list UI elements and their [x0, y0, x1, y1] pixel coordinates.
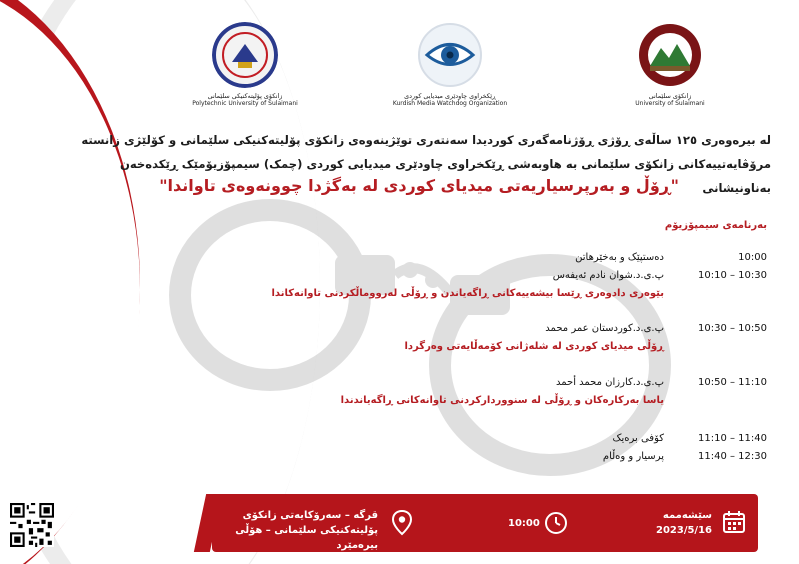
- qr-code-icon: [10, 503, 54, 547]
- university-of-sulaimani-seal-icon: [637, 22, 703, 88]
- footer-place-line-1: قرگە – سەرۆکایەتی زانکۆی: [242, 510, 378, 521]
- logo-polytechnic: [190, 22, 300, 108]
- polytechnic-university-seal-icon: [212, 22, 278, 88]
- logo-right-caption-en: University of Sulaimani: [635, 100, 705, 107]
- schedule-row: [0, 252, 799, 268]
- talk-title: ڕۆڵی میدیای کوردی لە شلەژانی کۆمەڵایەتی وەرگردا: [404, 341, 664, 352]
- intro-line-1: لە بیرەوەری ١٢٥ ساڵەی ڕۆژی ڕۆژنامەگەری کوردیدا سەنتەری توێژینەوەی زانکۆی پۆلیتەکنیکی سلێمانی و کۆلێژی زانستە: [81, 133, 771, 147]
- schedule-time: 10:30 – 10:50: [698, 323, 767, 334]
- schedule-speaker: پ.ی.د.کوردستان عمر محمد: [545, 323, 664, 334]
- talk-title: بێوەری دادوەری ڕێسا بیشەییەکانی ڕاگەیاندن و ڕۆڵی لەرووماڵکردنی تاوانەکاندا: [271, 288, 664, 299]
- talk-title: یاسا بەرکارەکان و ڕۆڵی لە سنووردارکردنی تاوانەکانی ڕاگەیاندندا: [340, 395, 664, 406]
- logo-left-caption-en: Polytechnic University of Sulaimani: [192, 100, 298, 107]
- schedule-speaker: پ.ی.د.کارزان محمد أحمد: [555, 377, 664, 388]
- schedule-row: [0, 433, 799, 449]
- logo-sulaimani: [615, 22, 725, 108]
- logo-watchdog: [385, 22, 515, 108]
- schedule-time: 11:40 – 12:30: [698, 451, 767, 462]
- schedule-desc: کۆفی برەیک: [612, 433, 664, 444]
- schedule-time: 11:10 – 11:40: [698, 433, 767, 444]
- logo-center-caption-ku: ڕێکخراوی چاودێری میدیایی کوردی: [404, 92, 496, 100]
- symposium-title: "ڕۆڵ و بەرپرسیاریەتی میدیای کوردی لە بەگژدا چوونەوەی تاواندا": [159, 176, 679, 195]
- footer-date: 2023/5/16: [655, 525, 712, 536]
- calendar-icon: [722, 510, 746, 534]
- schedule-desc: دەستپێک و بەخێرهاتن: [575, 252, 664, 263]
- schedule-time: 10:50 – 11:10: [698, 377, 767, 388]
- schedule-row: [0, 451, 799, 467]
- eye-watchdog-logo-icon: [417, 22, 483, 88]
- footer-place-line-2: پۆلیتەکنیکی سلێمانی – هۆڵی بیرەمێرد: [235, 525, 378, 551]
- logo-right-caption-ku: زانکۆی سلێمانی: [648, 92, 692, 100]
- program-label: بەرنامەی سیمپۆزیۆم: [664, 220, 767, 231]
- footer-banner: [212, 494, 758, 552]
- schedule-row: [0, 270, 799, 286]
- schedule-time: 10:10 – 10:30: [698, 270, 767, 281]
- map-pin-icon: [390, 509, 414, 537]
- logo-left-caption-ku: زانکۆی پۆلیتەکنیکی سلێمانی: [207, 92, 283, 100]
- footer-day: سێشەممە: [662, 510, 712, 521]
- schedule-time: 10:00: [738, 252, 767, 263]
- schedule-row: [0, 377, 799, 393]
- footer-time: 10:00: [508, 518, 540, 529]
- schedule-speaker: پ.ی.د.شوان نادم ئەیفەس: [552, 270, 664, 281]
- schedule-desc: پرسیار و وەڵام: [602, 451, 664, 462]
- intro-line-2: مرۆڤایەتییەکانی زانکۆی سلێمانی بە هاوبەشی ڕێکخراوی چاودێری میدیایی کوردی (چمک) سیمپۆزیۆمێک ڕێکدەخەن بەناونیشانی: [119, 157, 771, 195]
- clock-icon: [544, 511, 568, 535]
- schedule-row: [0, 323, 799, 339]
- logo-center-caption-en: Kurdish Media Watchdog Organization: [392, 100, 508, 107]
